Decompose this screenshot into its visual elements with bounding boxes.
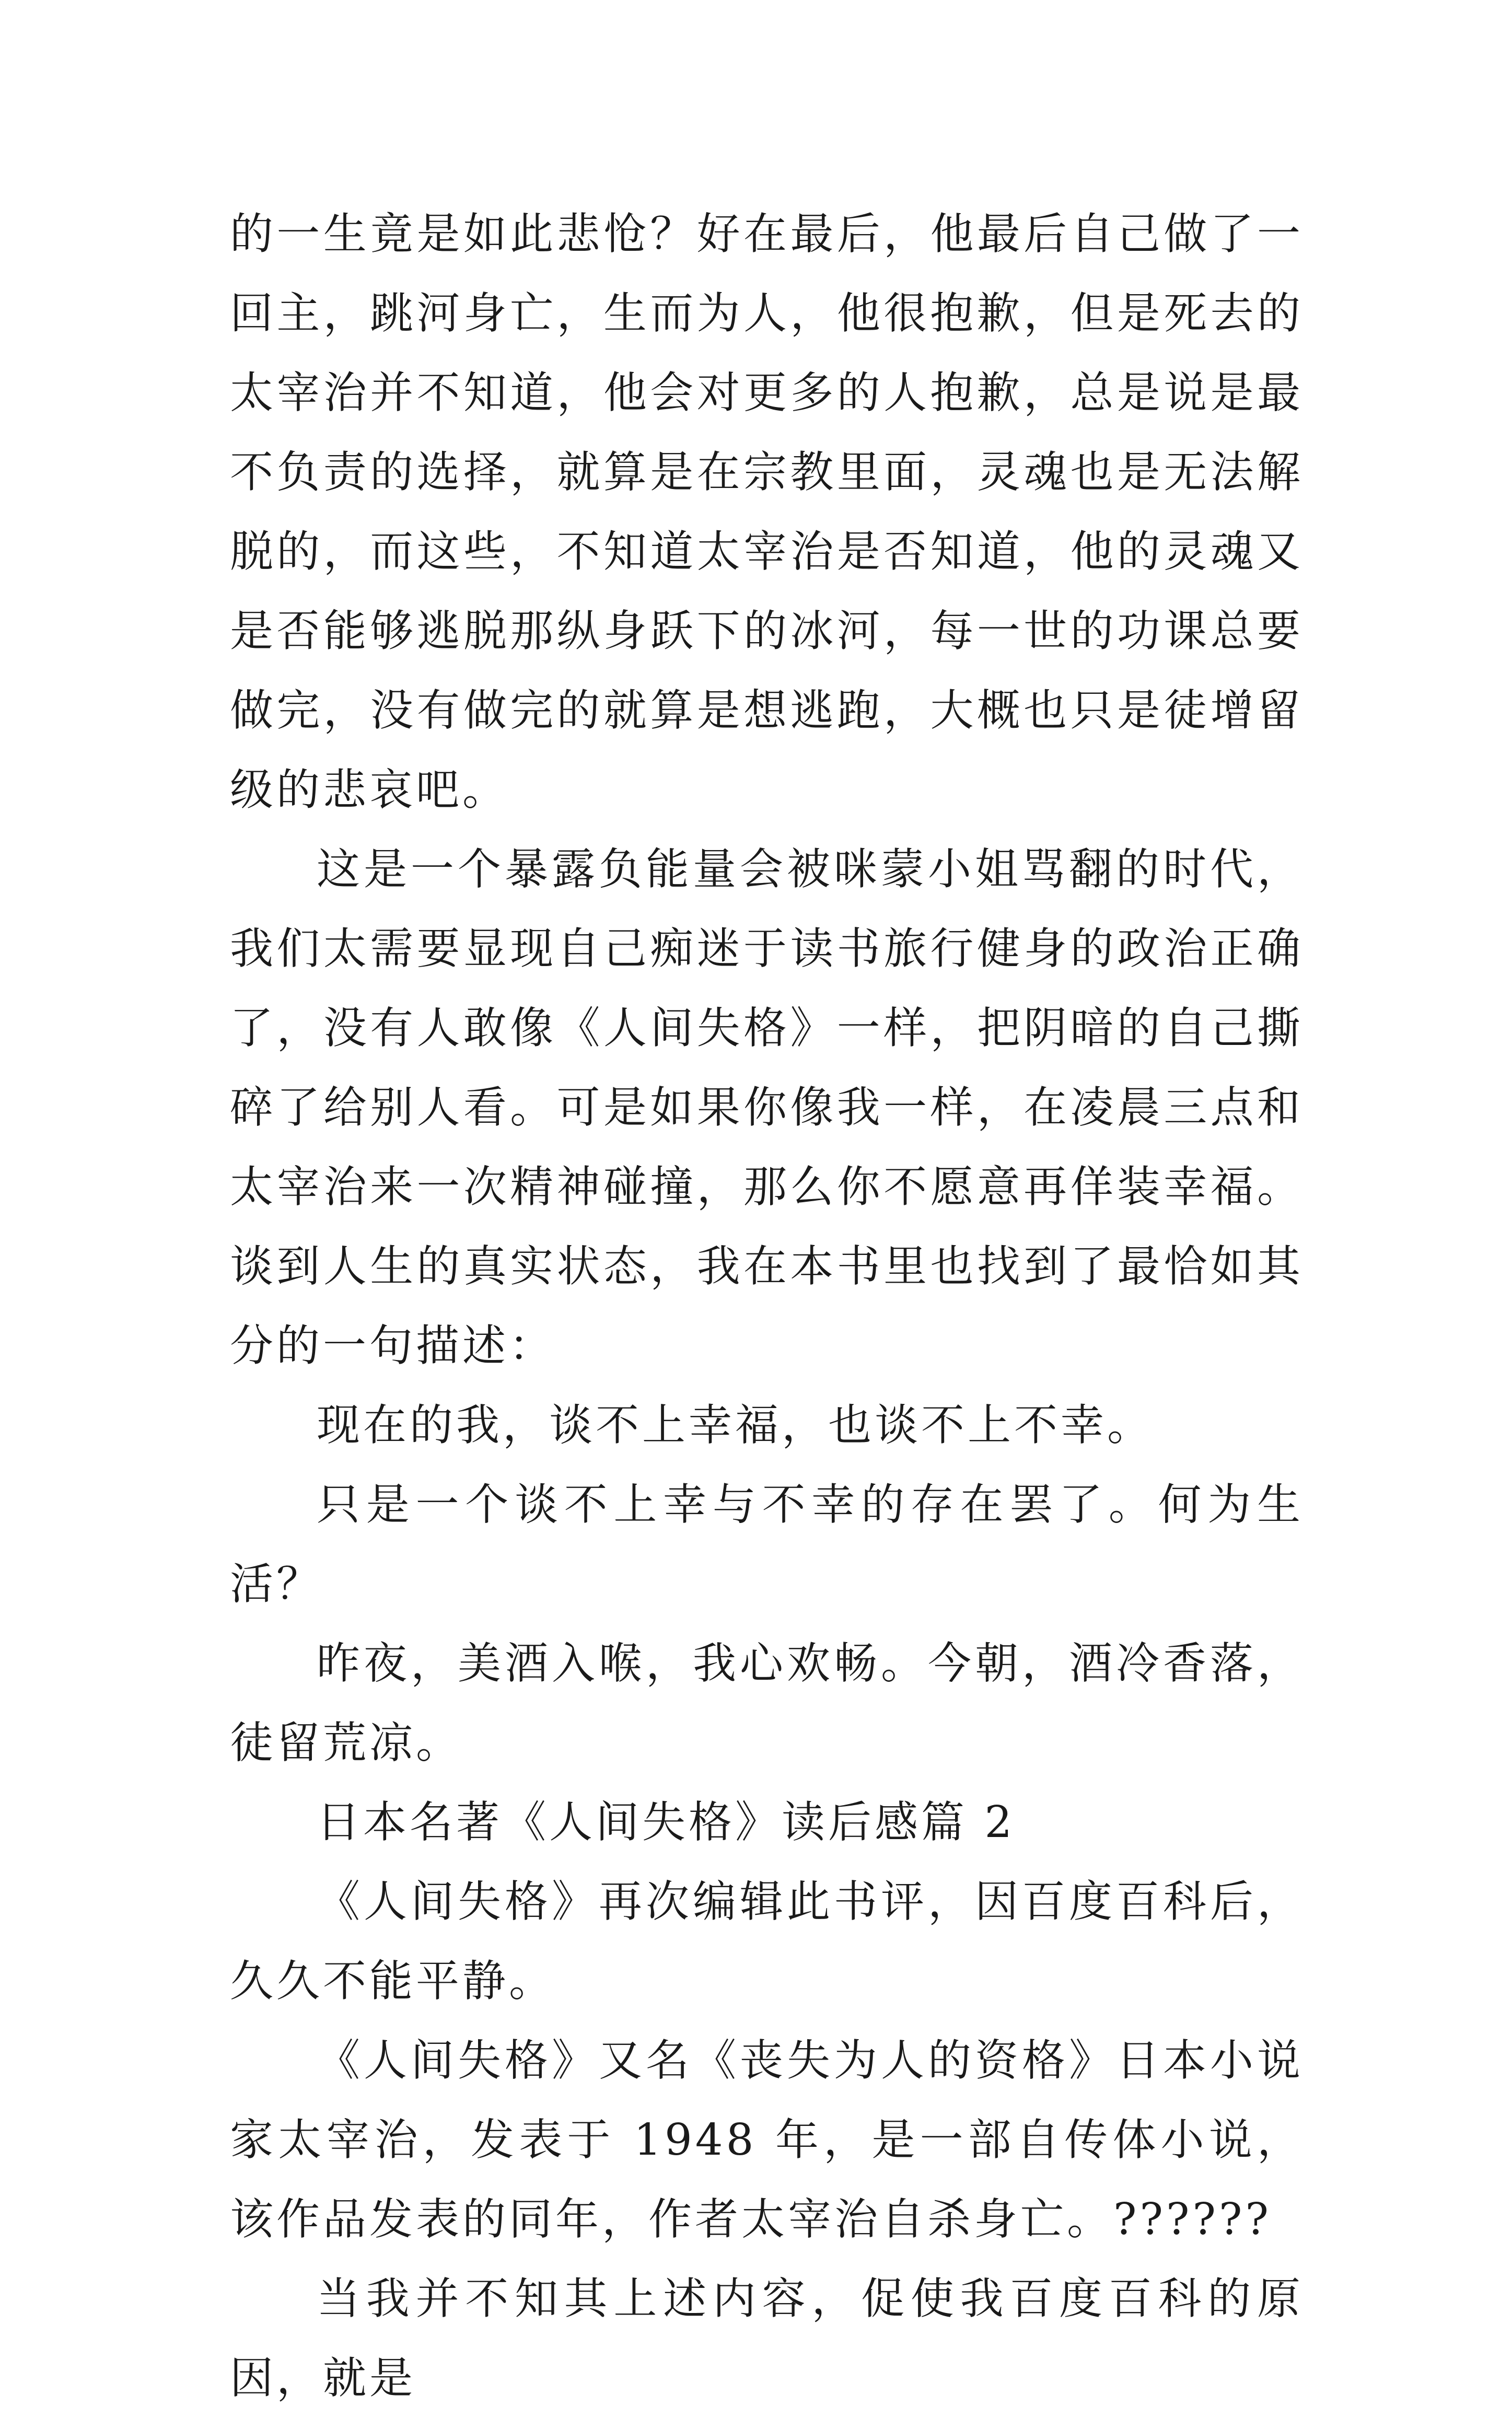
paragraph: 昨夜，美酒入喉，我心欢畅。今朝，酒冷香落，徒留荒凉。: [230, 1638, 1304, 1768]
paragraph: 《人间失格》再次编辑此书评，因百度百科后，久久不能平静。: [230, 1876, 1304, 2006]
paragraph-continued: 的一生竟是如此悲怆？好在最后，他最后自己做了一回主，跳河身亡，生而为人，他很抱歉，但是死去的太宰治并不知道，他会对更多的人抱歉，总是说是最不负责的选择，就算是在宗教里面，灵魂也是无法解脱的，而这些，不知道太宰治是否知道，他的灵魂又是否能够逃脱那纵身跃下的冰河，每一世的功课总要做完，没有做完的就算是想逃跑，大概也只是徒增留级的悲哀吧。: [230, 208, 1304, 815]
paragraph: 《人间失格》又名《丧失为人的资格》日本小说家太宰治，发表于 1948 年，是一部自传体小说，该作品发表的同年，作者太宰治自杀身亡。??????: [230, 2035, 1304, 2245]
paragraph: 只是一个谈不上幸与不幸的存在罢了。何为生活？: [230, 1479, 1304, 1609]
paragraph: 现在的我，谈不上幸福，也谈不上不幸。: [317, 1400, 1154, 1450]
paragraph: 这是一个暴露负能量会被咪蒙小姐骂翻的时代，我们太需要显现自己痴迷于读书旅行健身的政治正确了，没有人敢像《人间失格》一样，把阴暗的自己撕碎了给别人看。可是如果你像我一样，在凌晨三点和太宰治来一次精神碰撞，那么你不愿意再佯装幸福。谈到人生的真实状态，我在本书里也找到了最恰如其分的一句描述：: [230, 844, 1304, 1371]
section-heading: 日本名著《人间失格》读后感篇 2: [317, 1797, 1016, 1847]
document-body: [230, 194, 1304, 2418]
paragraph: 当我并不知其上述内容，促使我百度百科的原因，就是: [230, 2273, 1304, 2403]
